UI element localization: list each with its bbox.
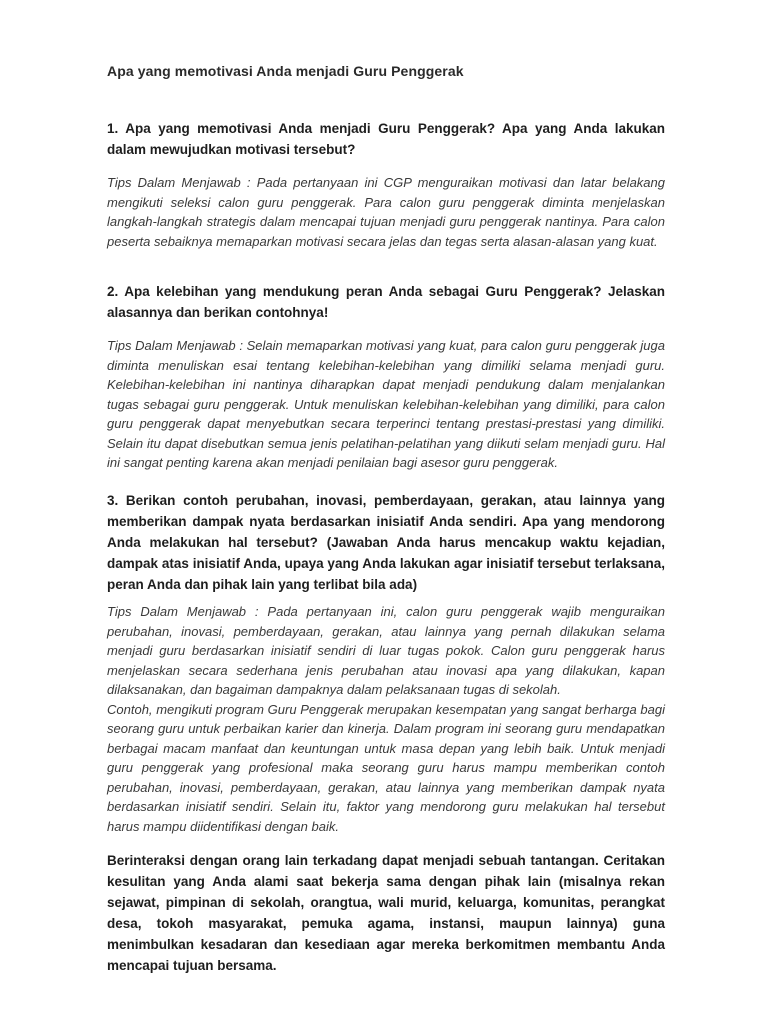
tips-2-paragraph: Tips Dalam Menjawab : Selain memaparkan motivasi yang kuat, para calon guru penggerak juga diminta menuliskan esai tentang kelebihan-kelebihan yang dimiliki selama menjadi guru. Kelebihan-kelebihan ini nantinya diharapkan dapat menjadi pendukung dalam menjalankan tugas sebagai guru penggerak. Untuk menuliskan kelebihan-kelebihan yang dimiliki, para calon guru penggerak dapat menyebutkan secara terperinci tentang prestasi-prestasi yang dimiliki. Selain itu dapat disebutkan semua jenis pelatihan-pelatihan yang diikuti selam menjadi guru. Hal ini sangat penting karena akan menjadi penilaian bagi asesor guru penggerak. bbox=[107, 338, 665, 470]
question-1-block bbox=[107, 118, 665, 160]
question-1: 1. Apa yang memotivasi Anda menjadi Guru Penggerak? Apa yang Anda lakukan dalam mewujudkan motivasi tersebut? bbox=[107, 121, 665, 157]
question-3: 3. Berikan contoh perubahan, inovasi, pemberdayaan, gerakan, atau lainnya yang memberikan dampak nyata berdasarkan inisiatif Anda sendiri. Apa yang mendorong Anda melakukan hal tersebut? (Jawaban Anda harus mencakup waktu kejadian, dampak atas inisiatif Anda, upaya yang Anda lakukan agar inisiatif tersebut terlaksana, peran Anda dan pihak lain yang terlibat bila ada) bbox=[107, 493, 665, 592]
tips-2 bbox=[107, 336, 665, 473]
tips-1 bbox=[107, 173, 665, 251]
question-3-block bbox=[107, 490, 665, 595]
question-4: Berinteraksi dengan orang lain terkadang dapat menjadi sebuah tantangan. Ceritakan kesulitan yang Anda alami saat bekerja sama dengan pihak lain (misalnya rekan sejawat, pimpinan di sekolah, orangtua, wali murid, keluarga, komunitas, perangkat desa, tokoh masyarakat, pemuka agama, instansi, maupun lainnya) guna menimbulkan kesadaran dan kesediaan agar mereka berkomitmen membantu Anda mencapai tujuan bersama. bbox=[107, 853, 665, 973]
question-4-block bbox=[107, 850, 665, 976]
tips-3-paragraph-2: Contoh, mengikuti program Guru Penggerak merupakan kesempatan yang sangat berharga bagi seorang guru untuk perbaikan karier dan kinerja. Dalam program ini seorang guru mendapatkan berbagai macam manfaat dan keuntungan untuk masa depan yang lebih baik. Untuk menjadi guru penggerak yang profesional maka seorang guru harus mampu memberikan contoh perubahan, inovasi, pemberdayaan, gerakan, atau lainnya yang memberikan dampak nyata berdasarkan inisiatif sendiri. Selain itu, faktor yang mendorong guru melakukan hal tersebut harus mampu diidentifikasi dengan baik. bbox=[107, 701, 665, 834]
page-title: Apa yang memotivasi Anda menjadi Guru Penggerak bbox=[107, 63, 464, 79]
tips-3 bbox=[107, 602, 665, 836]
tips-1-paragraph: Tips Dalam Menjawab : Pada pertanyaan ini CGP menguraikan motivasi dan latar belakang mengikuti seleksi calon guru penggerak. Para calon guru penggerak diminta menjelaskan langkah-langkah strategis dalam mencapai tujuan menjadi guru penggerak nantinya. Para calon peserta sebaiknya memaparkan motivasi secara jelas dan tegas serta alasan-alasan yang kuat. bbox=[107, 175, 665, 249]
question-2: 2. Apa kelebihan yang mendukung peran Anda sebagai Guru Penggerak? Jelaskan alasannya dan berikan contohnya! bbox=[107, 284, 665, 320]
question-2-block bbox=[107, 281, 665, 323]
tips-3-paragraph-1: Tips Dalam Menjawab : Pada pertanyaan ini, calon guru penggerak wajib menguraikan perubahan, inovasi, pemberdayaan, gerakan, atau lainnya yang pernah dilakukan selama menjadi guru berdasarkan inisiatif sendiri di luar tugas pokok. Calon guru penggerak harus menjelaskan secara sederhana jenis perubahan atau inovasi apa yang dilakukan, kapan dilaksanakan, dan bagaiman dampaknya dalam pelaksanaan tugas di sekolah. bbox=[107, 604, 665, 697]
